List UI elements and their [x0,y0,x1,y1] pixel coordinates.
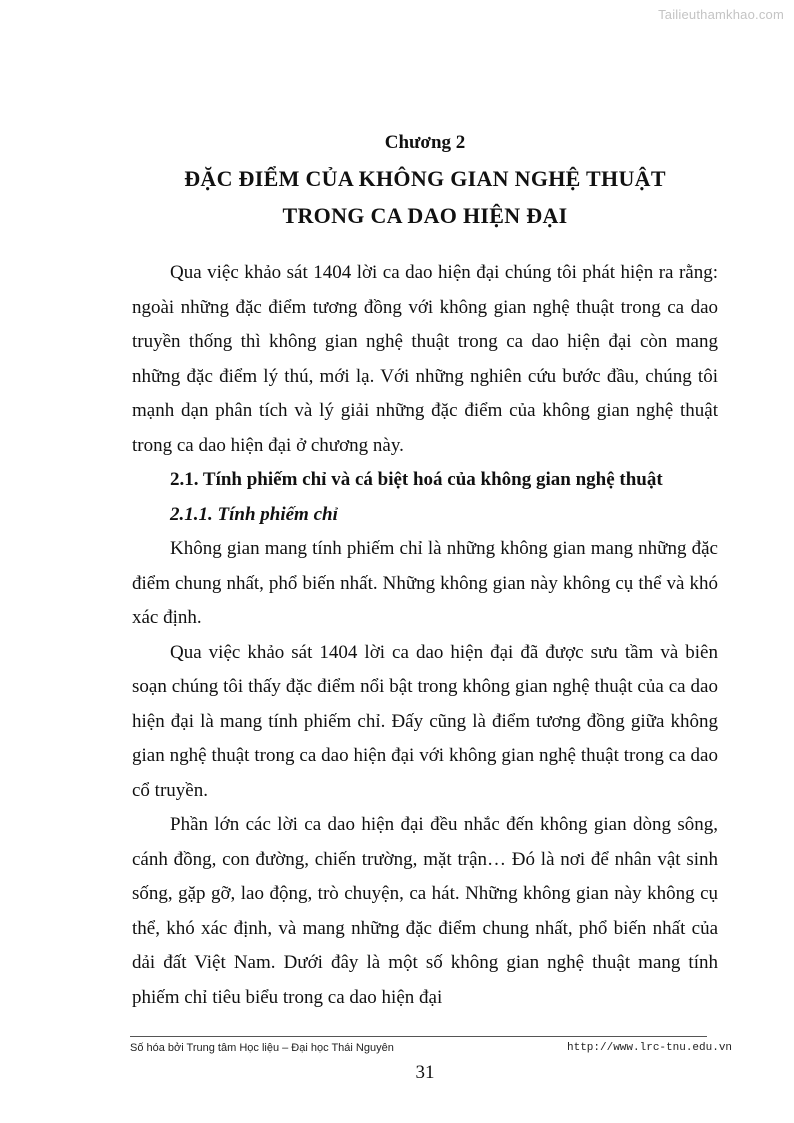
footer-divider [130,1036,707,1037]
section-heading: 2.1. Tính phiếm chỉ và cá biệt hoá của không gian nghệ thuật [170,469,663,490]
footer-url: http://www.lrc-tnu.edu.vn [567,1042,733,1054]
page-number: 31 [415,1062,435,1083]
chapter-title-line-2: TRONG CA DAO HIỆN ĐẠI [282,203,568,228]
footer-source: Số hóa bởi Trung tâm Học liệu – Đại học Thái Nguyên [130,1042,394,1054]
intro-paragraph: Qua việc khảo sát 1404 lời ca dao hiện đại chúng tôi phát hiện ra rằng: ngoài những đặc điểm tương đồng với không gian nghệ thuật trong ca dao truyền thống thì không gian nghệ thuật trong ca dao hiện đại còn mang những đặc điểm lý thú, mới lạ. Với những nghiên cứu bước đầu, chúng tôi mạnh dạn phân tích và lý giải những đặc điểm của không gian nghệ thuật trong ca dao hiện đại ở chương này. [132,262,718,456]
paragraph: Qua việc khảo sát 1404 lời ca dao hiện đại đã được sưu tầm và biên soạn chúng tôi thấy đặc điểm nổi bật trong không gian nghệ thuật của ca dao hiện đại là mang tính phiếm chỉ. Đấy cũng là điểm tương đồng giữa không gian nghệ thuật trong ca dao hiện đại với không gian nghệ thuật trong ca dao cổ truyền. [132,641,718,801]
chapter-title-line-1: ĐẶC ĐIỂM CỦA KHÔNG GIAN NGHỆ THUẬT [184,166,666,191]
watermark: Tailieuthamkhao.com [658,7,784,22]
paragraph: Phần lớn các lời ca dao hiện đại đều nhắc đến không gian dòng sông, cánh đồng, con đường, chiến trường, mặt trận… Đó là nơi để nhân vật sinh sống, gặp gỡ, lao động, trò chuyện, ca hát. Những không gian này không cụ thể, khó xác định, và mang những đặc điểm chung nhất, phổ biến nhất của dải đất Việt Nam. Dưới đây là một số không gian nghệ thuật mang tính phiếm chỉ tiêu biểu trong ca dao hiện đại [132,814,718,1008]
subsection-heading: 2.1.1. Tính phiếm chỉ [170,503,338,525]
paragraph: Không gian mang tính phiếm chỉ là những không gian mang những đặc điểm chung nhất, phổ biến nhất. Những không gian này không cụ thể và khó xác định. [132,538,718,628]
body-text [132,256,718,1015]
chapter-label: Chương 2 [384,132,466,153]
